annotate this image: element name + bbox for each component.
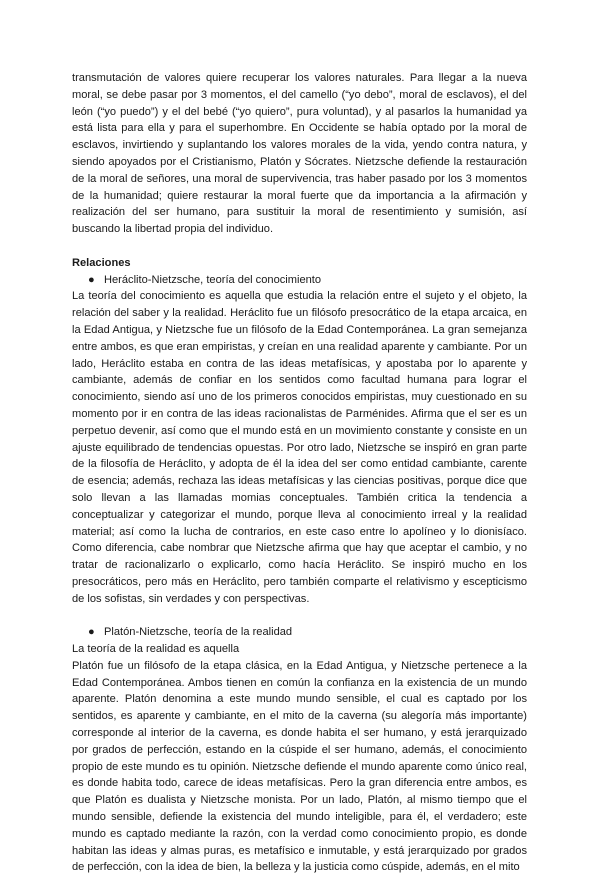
document-body [72, 70, 527, 876]
bullet-item-heraclito [72, 272, 527, 289]
section2-subtitle: La teoría de la realidad es aquella [72, 643, 240, 656]
section2-body: Platón fue un filósofo de la etapa clásica, en la Edad Antigua, y Nietzsche pertenece a la Edad Contemporánea. Ambos tienen en común la confianza en la existencia de un mundo aparente. Platón denomina a este mundo mundo sensible, el cual es captado por los sentidos, es aparente y cambiante, en el mito de la caverna (su alegoría más importante) corresponde al interior de la caverna, es donde habita el ser humano, y está jerarquizado por grados de perfección, estando en la cúspide el ser humano, además, el conocimiento propio de este mundo es tu opinión. Nietzsche defiende el mundo aparente como único real, es donde habita todo, carece de ideas metafísicas. Pero la gran diferencia entre ambos, es que Platón es dualista y Nietzsche monista. Por un lado, Platón, al mismo tiempo que el mundo sensible, defiende la existencia del mundo inteligible, para él, el verdadero; este mundo es captado mediante la razón, con la verdad como conocimiento propio, es donde habitan las ideas y almas puras, es metafísico e inmutable, y está jerarquizado por grados de perfección, con la idea de bien, la belleza y la justicia como cúspide, además, en el mito [72, 659, 527, 874]
section1-body: La teoría del conocimiento es aquella que estudia la relación entre el sujeto y el objeto, la relación del saber y la realidad. Heráclito fue un filósofo presocrático de la etapa arcaica, en la Edad Antigua, y Nietzsche fue un filósofo de la Edad Contemporánea. La gran semejanza entre ambos, es que eran empiristas, y creían en una realidad aparente y cambiante. Por un lado, Heráclito estaba en contra de las ideas metafísicas, y apostaba por lo aparente y cambiante, además de confiar en los sentidos como facultad humana para lograr el conocimiento, siendo así uno de los primeros conocidos empiristas, muy cuestionado en su momento por ir en contra de las ideas racionalistas de Parménides. Afirma que el ser es un perpetuo devenir, así como que el mundo está en un movimiento constante y consiste en un ajuste equilibrado de tendencias opuestas. Por otro lado, Nietzsche se inspiró en gran parte de la filosofía de Heráclito, y adopta de él la idea del ser como entidad cambiante, carente de esencia; además, rechaza las ideas metafísicas y las ciencias positivas, porque dice que solo llevan a las llamadas momias conceptuales. También critica la tendencia a conceptualizar y categorizar el mundo, porque lleva al conocimiento irreal y la realidad material; así como la lucha de contrarios, en este caso entre lo apolíneo y lo dionisíaco. Como diferencia, cabe nombrar que Nietzsche afirma que hay que aceptar el cambio, y no tratar de racionalizarlo o explicarlo, como hacía Heráclito. Se inspiró mucho en los presocráticos, pero más en Heráclito, pero también comparte el relativismo y escepticismo de los sofistas, sin verdades y con perspectivas. [72, 290, 527, 605]
intro-paragraph: transmutación de valores quiere recuperar los valores naturales. Para llegar a la nueva moral, se debe pasar por 3 momentos, el del camello (“yo debo”, moral de esclavos), el del león (“yo puedo”) y el del bebé (“yo quiero”, pura voluntad), y al pasarlos la humanidad ya está lista para ella y para el superhombre. En Occidente se había optado por la moral de esclavos, invirtiendo y suplantando los valores morales de la vida, yendo contra natura, y siendo apoyados por el Cristianismo, Platón y Sócrates. Nietzsche defiende la restauración de la moral de señores, una moral de supervivencia, tras haber pasado por los 3 momentos de la humanidad; quiere restaurar la moral fuerte que da importancia a la afirmación y realización del ser humano, para sustituir la moral de resentimiento y sumisión, así buscando la libertad propia del individuo. [72, 72, 527, 236]
bullet-text: Heráclito-Nietzsche, teoría del conocimiento [104, 273, 322, 286]
bullet-icon: ● [88, 273, 95, 286]
section-heading: Relaciones [72, 256, 131, 269]
bullet-text: Platón-Nietzsche, teoría de la realidad [104, 626, 293, 639]
bullet-item-platon [72, 624, 527, 641]
spacer [72, 608, 527, 625]
bullet-icon: ● [88, 626, 95, 639]
